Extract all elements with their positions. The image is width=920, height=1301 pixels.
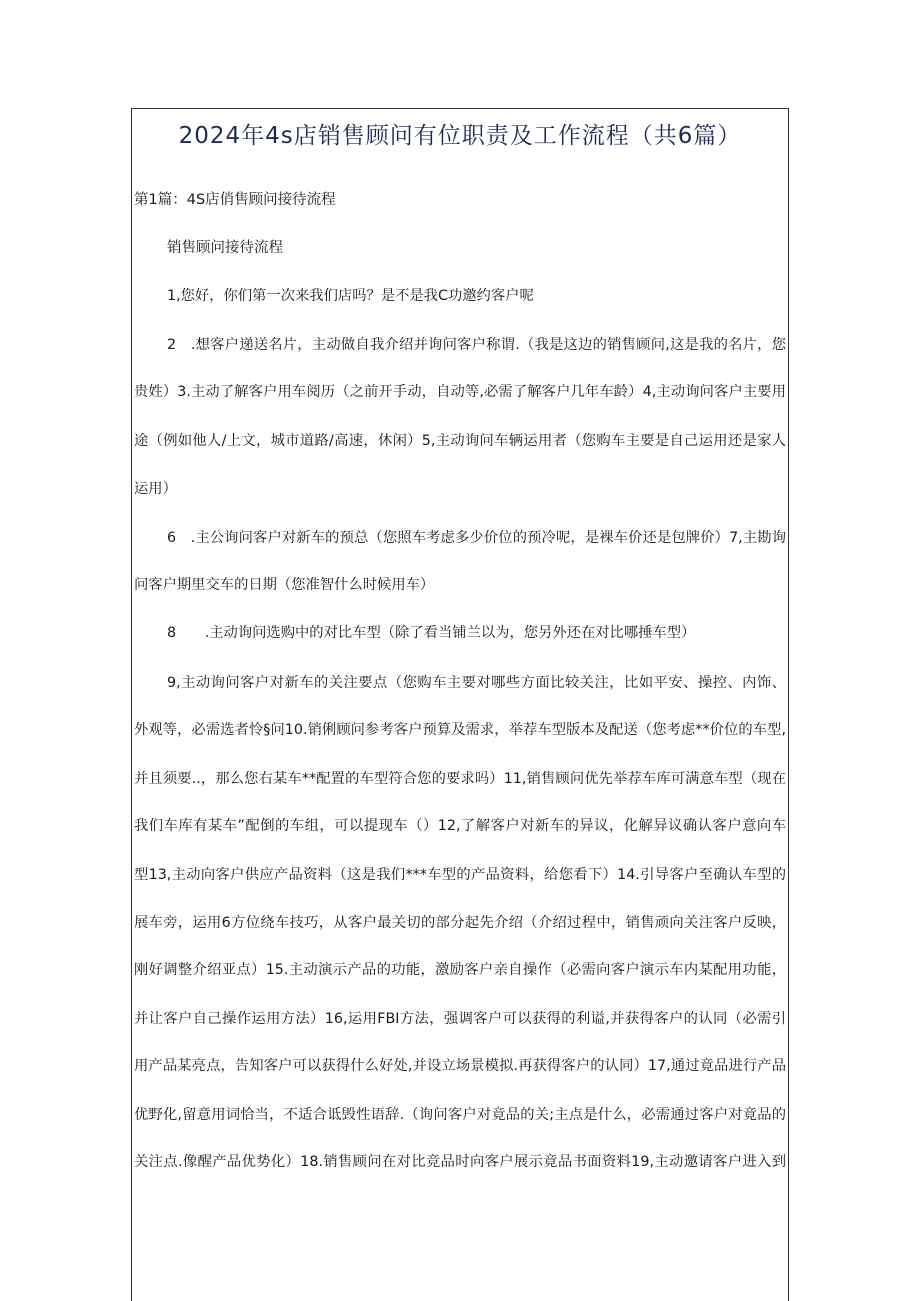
paragraph-line: 9,主动询问客户对新车的关注要点（您购车主要对哪些方面比较关注，比如平安、操控、内饰、: [167, 675, 786, 691]
paragraph-line: 途（例如他人/上文，城市道路/高速，休闲）5,主动询问车辆运用者（您购车主要是自己运用还是家人: [134, 433, 786, 449]
paragraph-line: 型13,主动向客户供应产品资料（这是我们***车型的产品资料，给您看下）14.引导客户至确认车型的: [134, 867, 786, 883]
paragraph-line: 并让客户自己操作运用方法）16,运用FBI方法，强调客户可以获得的利谥,并获得客户的认同（必需引: [134, 1011, 786, 1027]
paragraph-line: 2 .想客户递送名片，主动做自我介绍并询问客户称谓.（我是这边的销售顾问,这是我的名片，您: [167, 337, 786, 353]
paragraph-line: 优野化,留意用词恰当，不适合诋毁性语辞.（询问客户对竟品的关;主点是什么，必需通过客户对竟品的: [134, 1107, 786, 1123]
paragraph-line: 6 .主公询问客户对新车的预总（您照车考虑多少价位的预冷呢，是裸车价还是包牌价）7,主勘询: [167, 530, 786, 546]
paragraph-line: 用产品某亮点，告知客户可以获得什么好处,并设立场景模拟.再获得客户的认同）17,通过竟品进行产品: [134, 1058, 786, 1074]
paragraph-line: 运用）: [134, 481, 177, 497]
paragraph-line: 并且须要..，那么您右某车**配置的车型符合您的要求吗）11,销售顾问优先举荐车库可满意车型（现在: [134, 771, 786, 787]
document-title: 2024年4s店销售顾问有位职责及工作流程（共6篇）: [178, 123, 742, 149]
paragraph-line: 刚好调整介绍亚点）15.主动演示产品的功能，激励客户亲自操作（必需向客户演示车内某配用功能，: [134, 962, 786, 978]
section-heading: 第1篇：4S店俏售顾问接待流程: [134, 192, 336, 208]
paragraph-line: 展车旁，运用6方位绕车技巧，从客户最关切的部分起先介绍（介绍过程中，销售顽向关注客户反映，: [134, 915, 786, 931]
paragraph-line: 1,您好，你们第一次来我们店吗？是不是我C功邀约客户呢: [167, 288, 534, 304]
paragraph-line: 我们车库有某车”配倒的车组，可以提现车（）12,了解客户对新车的异议，化解异议确认客户意向车: [134, 818, 786, 834]
paragraph-line: 外观等，必需选者怜§问10.销俐顾问参考客户预算及需求，举荐车型版本及配送（您考虑**价位的车型,: [134, 722, 786, 738]
paragraph-line: 问客户期里交车的日期（您准智什么时候用车）: [134, 577, 435, 593]
paragraph-line: 贵姓）3.主动了解客户用车阅历（之前开手动，自动等,必需了解客户几年车龄）4,主动询问客户主要用: [134, 384, 786, 400]
paragraph-line: 8 .主动询问选购中的对比车型（除了看当铺兰以为，您另外还在对比哪捶车型）: [167, 625, 696, 641]
paragraph-line: 关注点.像醒产品优势化）18.销售顾问在对比竞品时向客户展示竟品书面资料19,主动邀请客户进入到: [134, 1154, 786, 1170]
document-page: [131, 108, 789, 1301]
subheading: 销售顾问接待流程: [167, 240, 283, 256]
